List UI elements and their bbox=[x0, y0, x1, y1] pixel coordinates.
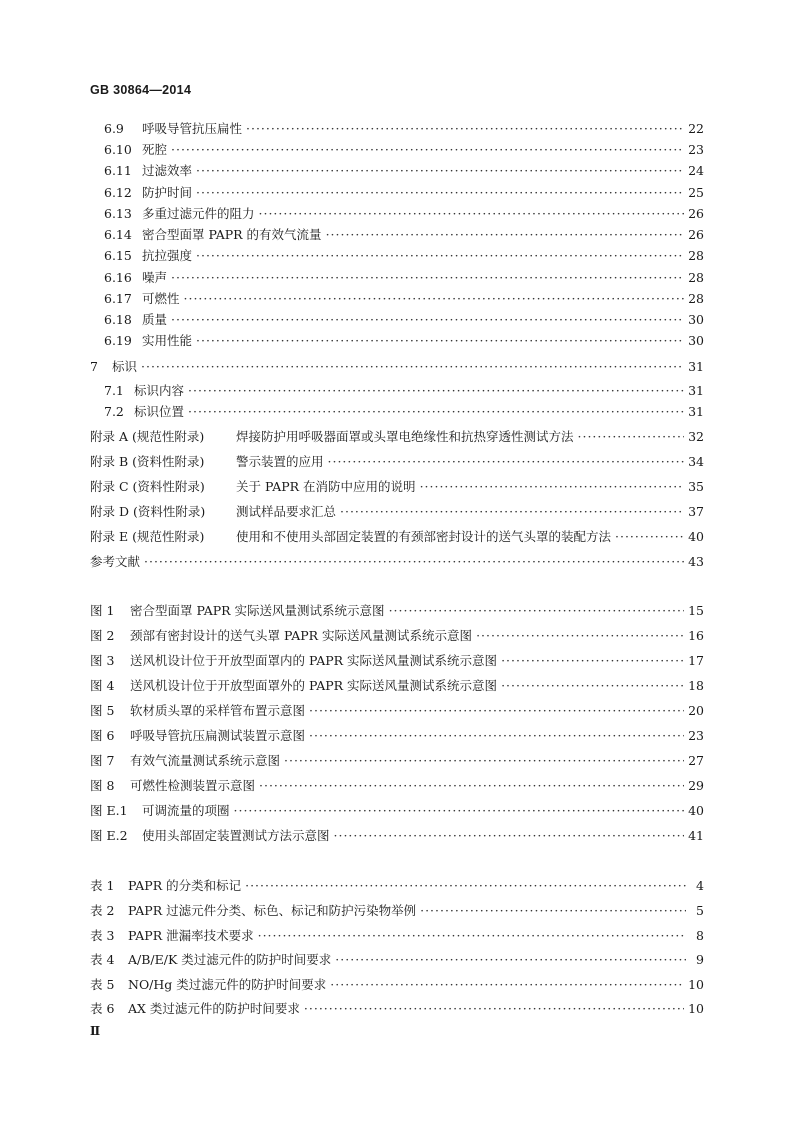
toc-title: 警示装置的应用 bbox=[236, 454, 324, 469]
toc-title: PAPR 的分类和标记 bbox=[128, 878, 242, 893]
toc-title: 送风机设计位于开放型面罩外的 PAPR 实际送风量测试系统示意图 bbox=[130, 678, 498, 693]
toc-number: 6.17 bbox=[104, 291, 132, 306]
toc-title: 测试样品要求汇总 bbox=[236, 504, 337, 519]
toc-leader-dots bbox=[615, 529, 684, 544]
toc-title: 死腔 bbox=[142, 142, 168, 157]
toc-number: 6.15 bbox=[104, 248, 132, 263]
toc-leader-dots bbox=[144, 554, 684, 569]
toc-figure-entry[interactable] bbox=[90, 750, 704, 770]
toc-page-number: 23 bbox=[688, 727, 704, 743]
toc-page-number: 4 bbox=[696, 877, 704, 893]
toc-title: 软材质头罩的采样管布置示意图 bbox=[130, 703, 306, 718]
toc-page-number: 8 bbox=[696, 927, 704, 943]
toc-page-number: 40 bbox=[688, 802, 704, 818]
toc-title: 颈部有密封设计的送气头罩 PAPR 实际送风量测试系统示意图 bbox=[130, 628, 473, 643]
toc-page-number: 41 bbox=[688, 827, 704, 843]
toc-page-number: 23 bbox=[688, 141, 704, 157]
toc-number: 7.1 bbox=[104, 383, 124, 398]
toc-number: 图 E.2 bbox=[90, 828, 128, 843]
toc-page-number: 31 bbox=[688, 382, 704, 398]
toc-entry-6-15[interactable] bbox=[104, 245, 704, 265]
toc-leader-dots bbox=[196, 185, 684, 200]
toc-page-number: 10 bbox=[688, 976, 704, 992]
toc-leader-dots bbox=[326, 227, 685, 242]
toc-title: 防护时间 bbox=[142, 185, 193, 200]
toc-title: 可燃性 bbox=[142, 291, 180, 306]
toc-leader-dots bbox=[578, 429, 685, 444]
toc-entry-6-13[interactable] bbox=[104, 203, 704, 223]
toc-page-number: 22 bbox=[688, 120, 704, 136]
toc-leader-dots bbox=[171, 270, 684, 285]
toc-number: 6.18 bbox=[104, 312, 132, 327]
toc-title: 可调流量的项圈 bbox=[142, 803, 230, 818]
toc-title: 使用和不使用头部固定装置的有颈部密封设计的送气头罩的装配方法 bbox=[236, 529, 612, 544]
toc-leader-dots bbox=[259, 206, 685, 221]
toc-number: 7.2 bbox=[104, 404, 124, 419]
toc-title: 抗拉强度 bbox=[142, 248, 193, 263]
toc-title: 有效气流量测试系统示意图 bbox=[130, 753, 281, 768]
toc-leader-dots bbox=[389, 603, 685, 618]
toc-table-entry[interactable] bbox=[90, 925, 704, 945]
toc-figure-entry[interactable] bbox=[90, 650, 704, 670]
toc-leader-dots bbox=[476, 628, 684, 643]
toc-page-number: 40 bbox=[688, 528, 704, 544]
toc-leader-dots bbox=[334, 828, 685, 843]
toc-title: AX 类过滤元件的防护时间要求 bbox=[128, 1001, 300, 1016]
toc-page-number: 28 bbox=[688, 247, 704, 263]
toc-page-number: 34 bbox=[688, 453, 704, 469]
toc-number: 图 6 bbox=[90, 728, 115, 743]
toc-number: 图 3 bbox=[90, 653, 115, 668]
toc-leader-dots bbox=[184, 291, 685, 306]
toc-title: 送风机设计位于开放型面罩内的 PAPR 实际送风量测试系统示意图 bbox=[130, 653, 498, 668]
toc-number: 6.16 bbox=[104, 270, 132, 285]
toc-number: 6.11 bbox=[104, 163, 132, 178]
document-header: GB 30864—2014 bbox=[90, 83, 192, 97]
toc-page-number: 35 bbox=[688, 478, 704, 494]
toc-number: 图 8 bbox=[90, 778, 115, 793]
toc-page-number: 30 bbox=[688, 332, 704, 348]
toc-title: 实用性能 bbox=[142, 333, 193, 348]
toc-title: 呼吸导管抗压扁测试装置示意图 bbox=[130, 728, 306, 743]
toc-leader-dots bbox=[141, 359, 684, 374]
toc-title: 密合型面罩 PAPR 的有效气流量 bbox=[142, 227, 322, 242]
toc-page-number: 10 bbox=[688, 1000, 704, 1016]
toc-number: 6.9 bbox=[104, 121, 124, 136]
toc-leader-dots bbox=[245, 878, 686, 893]
toc-entry-references[interactable] bbox=[90, 551, 704, 571]
toc-number: 表 5 bbox=[90, 977, 115, 992]
toc-page-number: 31 bbox=[688, 403, 704, 419]
toc-page-number: 9 bbox=[696, 951, 704, 967]
toc-number: 附录 D (资料性附录) bbox=[90, 504, 206, 519]
toc-page-number: 28 bbox=[688, 290, 704, 306]
toc-title: 可燃性检测装置示意图 bbox=[130, 778, 256, 793]
toc-figure-entry[interactable] bbox=[90, 725, 704, 745]
toc-number: 表 2 bbox=[90, 903, 115, 918]
toc-leader-dots bbox=[196, 248, 684, 263]
toc-leader-dots bbox=[188, 404, 684, 419]
toc-table-entry[interactable] bbox=[90, 900, 704, 920]
toc-title: 多重过滤元件的阻力 bbox=[142, 206, 255, 221]
toc-page-number: 26 bbox=[688, 226, 704, 242]
toc-page-number: 5 bbox=[696, 902, 704, 918]
toc-entry-appendix-e[interactable] bbox=[90, 526, 704, 546]
toc-leader-dots bbox=[309, 703, 684, 718]
toc-table-entry[interactable] bbox=[90, 998, 704, 1018]
toc-leader-dots bbox=[304, 1001, 684, 1016]
toc-number: 6.14 bbox=[104, 227, 132, 242]
toc-page-number: 18 bbox=[688, 677, 704, 693]
toc-entry-6-17[interactable] bbox=[104, 288, 704, 308]
toc-title: PAPR 泄漏率技术要求 bbox=[128, 928, 254, 943]
toc-entry-7-2[interactable] bbox=[104, 401, 704, 421]
toc-title: A/B/E/K 类过滤元件的防护时间要求 bbox=[128, 952, 332, 967]
toc-title: 使用头部固定装置测试方法示意图 bbox=[142, 828, 330, 843]
toc-number: 7 bbox=[90, 359, 98, 374]
toc-entry-6-19[interactable] bbox=[104, 330, 704, 350]
toc-title: NO/Hg 类过滤元件的防护时间要求 bbox=[128, 977, 327, 992]
toc-page-number: 15 bbox=[688, 602, 704, 618]
toc-page-number: 16 bbox=[688, 627, 704, 643]
toc-title: 参考文献 bbox=[90, 554, 141, 569]
toc-number: 表 1 bbox=[90, 878, 115, 893]
toc-title: 噪声 bbox=[142, 270, 168, 285]
toc-entry-6-11[interactable] bbox=[104, 160, 704, 180]
toc-page-number: 28 bbox=[688, 269, 704, 285]
toc-entry-appendix-c[interactable] bbox=[90, 476, 704, 496]
toc-number: 图 1 bbox=[90, 603, 115, 618]
toc-title: 标识内容 bbox=[134, 383, 185, 398]
toc-title: 标识位置 bbox=[134, 404, 185, 419]
toc-leader-dots bbox=[196, 333, 684, 348]
toc-entry-appendix-b[interactable] bbox=[90, 451, 704, 471]
toc-leader-dots bbox=[420, 903, 686, 918]
toc-number: 附录 B (资料性附录) bbox=[90, 454, 205, 469]
toc-leader-dots bbox=[309, 728, 684, 743]
toc-title: 过滤效率 bbox=[142, 163, 193, 178]
toc-page-number: 32 bbox=[688, 428, 704, 444]
toc-title: PAPR 过滤元件分类、标色、标记和防护污染物举例 bbox=[128, 903, 417, 918]
toc-number: 6.10 bbox=[104, 142, 132, 157]
toc-page-number: 30 bbox=[688, 311, 704, 327]
toc-leader-dots bbox=[328, 454, 685, 469]
toc-title: 焊接防护用呼吸器面罩或头罩电绝缘性和抗热穿透性测试方法 bbox=[236, 429, 574, 444]
toc-number: 表 4 bbox=[90, 952, 115, 967]
toc-table-entry[interactable] bbox=[90, 974, 704, 994]
toc-figure-entry[interactable] bbox=[90, 675, 704, 695]
toc-number: 6.12 bbox=[104, 185, 132, 200]
toc-entry-6-9[interactable] bbox=[104, 118, 704, 138]
toc-table-entry[interactable] bbox=[90, 875, 704, 895]
toc-page-number: 17 bbox=[688, 652, 704, 668]
toc-table-entry[interactable] bbox=[90, 949, 704, 969]
toc-figure-entry[interactable] bbox=[90, 600, 704, 620]
toc-title: 标识 bbox=[112, 359, 138, 374]
toc-number: 图 E.1 bbox=[90, 803, 128, 818]
toc-number: 附录 E (规范性附录) bbox=[90, 529, 205, 544]
toc-number: 6.19 bbox=[104, 333, 132, 348]
toc-leader-dots bbox=[234, 803, 685, 818]
toc-entry-6-16[interactable] bbox=[104, 267, 704, 287]
toc-leader-dots bbox=[330, 977, 684, 992]
toc-figure-entry[interactable] bbox=[90, 625, 704, 645]
toc-leader-dots bbox=[258, 928, 686, 943]
toc-number: 图 7 bbox=[90, 753, 115, 768]
toc-page-number: 27 bbox=[688, 752, 704, 768]
toc-leader-dots bbox=[196, 163, 684, 178]
toc-number: 图 4 bbox=[90, 678, 115, 693]
toc-leader-dots bbox=[259, 778, 684, 793]
toc-leader-dots bbox=[501, 653, 684, 668]
toc-page-number: 37 bbox=[688, 503, 704, 519]
toc-leader-dots bbox=[340, 504, 684, 519]
toc-leader-dots bbox=[501, 678, 684, 693]
toc-entry-6-18[interactable] bbox=[104, 309, 704, 329]
toc-figure-entry[interactable] bbox=[90, 700, 704, 720]
toc-title: 呼吸导管抗压扁性 bbox=[142, 121, 243, 136]
toc-entry-appendix-d[interactable] bbox=[90, 501, 704, 521]
toc-leader-dots bbox=[171, 142, 684, 157]
toc-page-number: 43 bbox=[688, 553, 704, 569]
toc-entry-6-10[interactable] bbox=[104, 139, 704, 159]
toc-entry-7-1[interactable] bbox=[104, 380, 704, 400]
toc-title: 质量 bbox=[142, 312, 168, 327]
toc-leader-dots bbox=[420, 479, 685, 494]
toc-number: 表 6 bbox=[90, 1001, 115, 1016]
toc-number: 表 3 bbox=[90, 928, 115, 943]
toc-leader-dots bbox=[246, 121, 684, 136]
toc-page-number: 24 bbox=[688, 162, 704, 178]
toc-figure-entry[interactable] bbox=[90, 800, 704, 820]
page-number-roman: Ⅱ bbox=[90, 1024, 101, 1038]
toc-leader-dots bbox=[284, 753, 684, 768]
toc-entry-6-14[interactable] bbox=[104, 224, 704, 244]
toc-page-number: 26 bbox=[688, 205, 704, 221]
toc-number: 图 2 bbox=[90, 628, 115, 643]
toc-figure-entry[interactable] bbox=[90, 825, 704, 845]
toc-entry-7[interactable] bbox=[90, 356, 704, 376]
toc-leader-dots bbox=[335, 952, 686, 967]
toc-number: 6.13 bbox=[104, 206, 132, 221]
toc-entry-6-12[interactable] bbox=[104, 182, 704, 202]
toc-page-number: 31 bbox=[688, 358, 704, 374]
toc-page-number: 25 bbox=[688, 184, 704, 200]
toc-entry-appendix-a[interactable] bbox=[90, 426, 704, 446]
toc-number: 图 5 bbox=[90, 703, 115, 718]
toc-page-number: 20 bbox=[688, 702, 704, 718]
toc-number: 附录 A (规范性附录) bbox=[90, 429, 205, 444]
toc-page-number: 29 bbox=[688, 777, 704, 793]
toc-leader-dots bbox=[188, 383, 684, 398]
toc-leader-dots bbox=[171, 312, 684, 327]
toc-title: 关于 PAPR 在消防中应用的说明 bbox=[236, 479, 416, 494]
toc-figure-entry[interactable] bbox=[90, 775, 704, 795]
toc-title: 密合型面罩 PAPR 实际送风量测试系统示意图 bbox=[130, 603, 385, 618]
toc-number: 附录 C (资料性附录) bbox=[90, 479, 205, 494]
